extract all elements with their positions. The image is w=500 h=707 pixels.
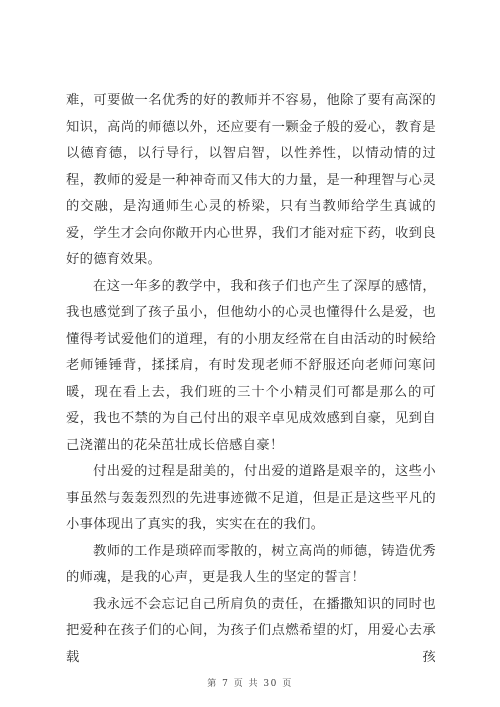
paragraph-4: 教师的工作是琐碎而零散的，树立高尚的师德，铸造优秀的师魂，是我的心声，更是我人生的坚定的誓言！	[66, 543, 436, 585]
paragraph-1: 难，可要做一名优秀的好的教师并不容易，他除了要有高深的知识，高尚的师德以外，还应要有一颗金子般的爱心，教育是以德育德，以行导行，以智启智，以性养性，以情动情的过程，教师的爱是一种神奇而又伟大的力量，是一种理智与心灵的交融，是沟通师生心灵的桥梁，只有当教师给学生真诚的爱，学生才会向你敞开内心世界，我们才能对症下药，收到良好的德育效果。	[66, 93, 436, 267]
paragraph-5: 我永远不会忘记自己所肩负的责任，在播撒知识的同时也把爱种在孩子们的心间，为孩子们点燃希望的灯，用爱心去承载孩	[66, 596, 436, 665]
document-body	[66, 88, 436, 671]
page-number-footer: 第 7 页 共 30 页	[207, 679, 293, 689]
paragraph-2: 在这一年多的教学中，我和孩子们也产生了深厚的感情，我也感觉到了孩子虽小，但他幼小的心灵也懂得什么是爱，也懂得考试爱他们的道理，有的小朋友经常在自由活动的时候给老师锤锤背，揉揉肩，有时发现老师不舒服还向老师问寒问暖，现在看上去，我们班的三十个小精灵们可都是那么的可爱，我也不禁的为自己付出的艰辛卓见成效感到自豪，见到自己浇灌出的花朵茁壮成长倍感自豪！	[66, 278, 436, 453]
paragraph-3: 付出爱的过程是甜美的，付出爱的道路是艰辛的，这些小事虽然与轰轰烈烈的先进事迹微不足道，但是正是这些平凡的小事体现出了真实的我，实实在在的我们。	[66, 464, 436, 532]
